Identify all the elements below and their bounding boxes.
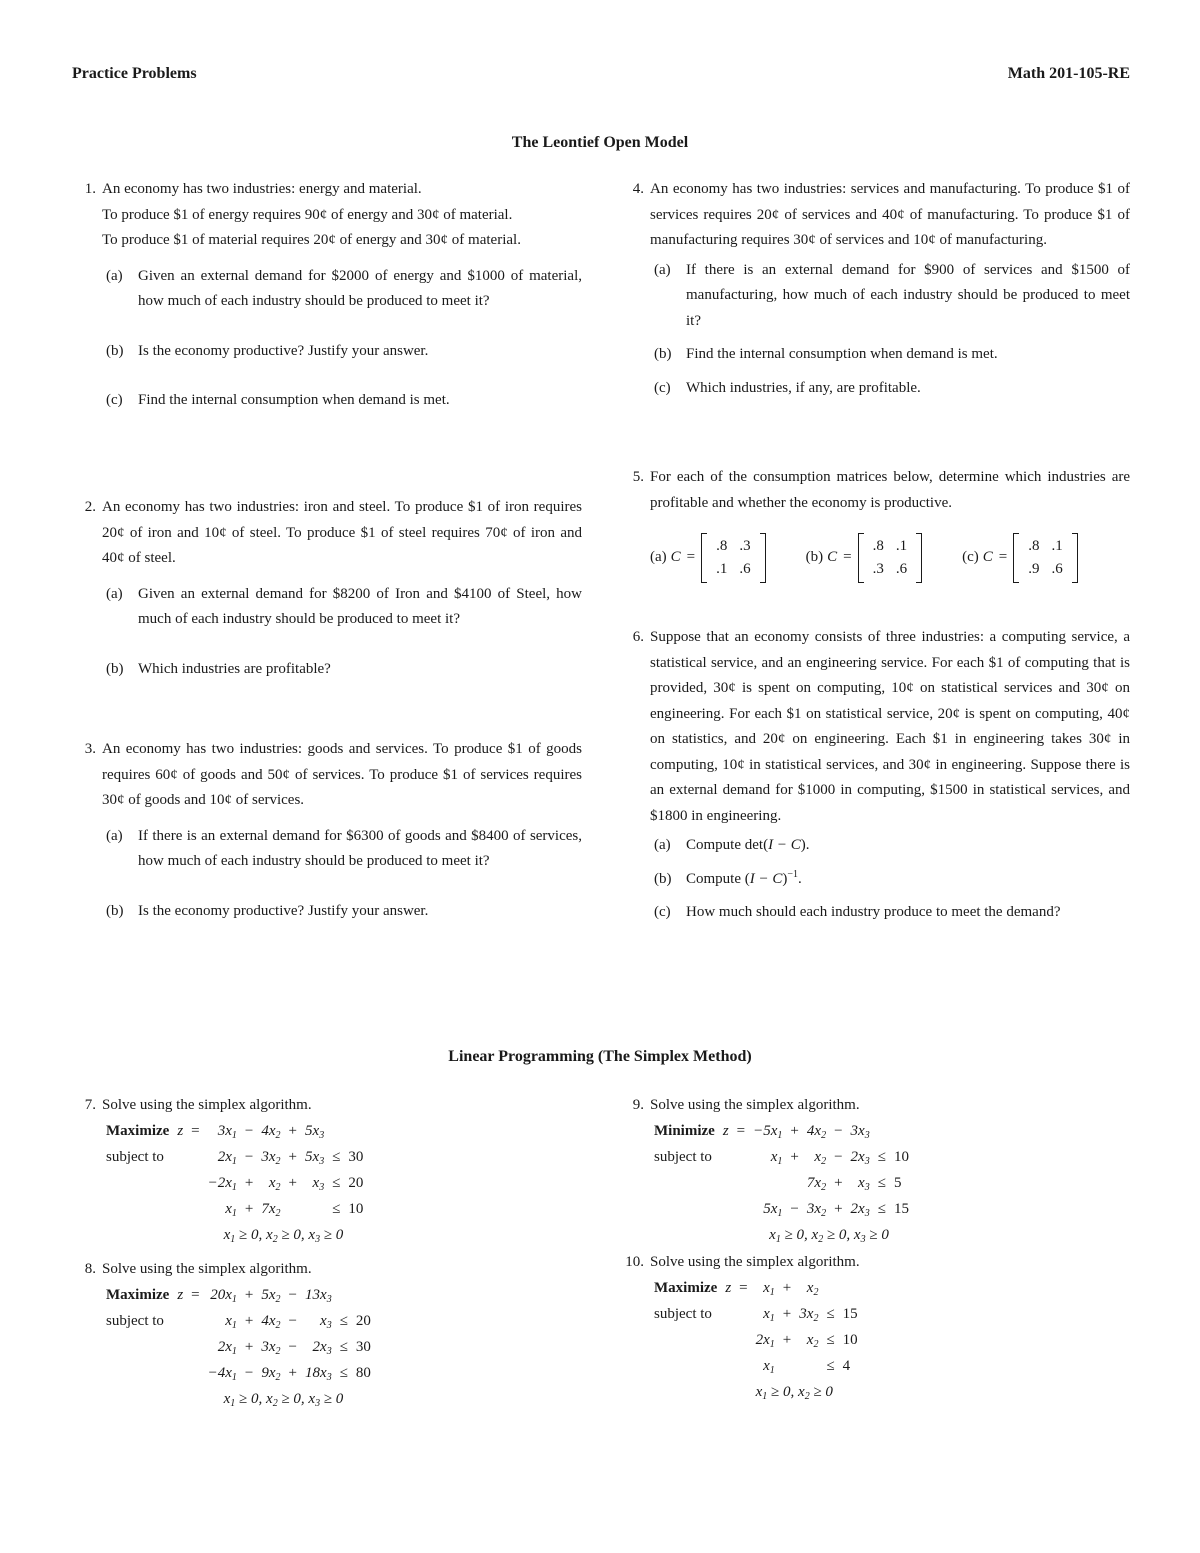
problem-text: Solve using the simplex algorithm. [102,1097,312,1113]
term: $13x_3$ [305,1286,332,1305]
objective-row [102,1283,375,1309]
inequality: ≤ [339,1312,348,1329]
matrix-cell: .8 [1028,538,1040,554]
constraint-row [102,1335,375,1361]
part-text: If there is an external demand for $6300 of goods and $8400 of services, how much of each industry should be produced to meet it? [138,827,582,869]
operator: + [834,1174,843,1191]
matrix-row [650,528,1130,588]
inequality: ≤ [332,1174,341,1191]
operator: − [288,1312,298,1329]
matrix-c [1013,533,1078,583]
problem-text: For each of the consumption matrices below, determine which industries are profitable and whether the economy is productive. [650,469,1130,511]
problem-text: An economy has two industries: iron and steel. To produce $1 of iron requires 20¢ of iron and 10¢ of steel. To produce $1 of steel requires 70¢ of iron and 40¢ of steel. [102,499,582,566]
inequality: ≤ [339,1338,348,1355]
term: $-5x_1$ [753,1122,783,1141]
problem-9 [632,1093,1130,1249]
problem-text: Solve using the simplex algorithm. [650,1254,860,1270]
rhs: 20 [348,1174,364,1191]
problem-part [650,900,1130,926]
lp-system [650,1119,913,1249]
part-text: Find the internal consumption when demand is met. [686,346,998,362]
constraint-row [102,1361,375,1387]
matrix-cell: .8 [872,538,884,554]
term: $3x_2$ [261,1338,281,1357]
operator: + [244,1174,254,1191]
problem-text: Suppose that an economy consists of three industries: a computing service, a statistical service, and an engineering service. For each $1 of computing that is provided, 30¢ is spent on computing, 10¢ on statistical services and 30¢ on engineering. For each $1 on statistical service, 20¢ is spent on computing, 40¢ on statistics, and 20¢ on engineering. Each $1 in engineering takes 30¢ in computing, 10¢ in statistical services, and 30¢ in engineering. Suppose there is an external demand for $1000 in computing, $1500 in statistical services, and $1800 in engineering. [650,629,1130,824]
matrix-b [858,533,923,583]
term: $x_3$ [858,1174,870,1193]
term: $x_1$ [225,1312,237,1331]
part-label: (a) [106,267,123,284]
equals-sign: = [998,549,1008,566]
objective-var: z [722,1122,729,1139]
rhs: 4 [842,1357,851,1374]
term: $3x_3$ [850,1122,870,1141]
problem-part [102,339,582,365]
right-bracket [1072,533,1078,583]
objective-row [650,1119,913,1145]
matrix-label: (b) [805,549,824,566]
rhs: 30 [348,1148,364,1165]
problem-number: 4. [632,181,644,197]
objective-var: z [725,1279,732,1296]
equals-sign: = [191,1122,200,1139]
problem-part [650,342,1130,368]
term: $4x_2$ [806,1122,827,1141]
left-bracket [701,533,707,583]
operator: + [244,1312,254,1329]
operator: − [834,1148,843,1165]
constraint-row [650,1354,862,1380]
problem-text-line: To produce $1 of material requires 20¢ of energy and 30¢ of material. [102,232,521,248]
part-text: If there is an external demand for $900 of services and $1500 of manufacturing, how much of each industry should be produced to meet it? [686,261,1130,329]
term: $x_1$ [763,1357,775,1376]
operator: + [288,1174,298,1191]
problem-text: An economy has two industries: services and manufacturing. To produce $1 of services requires 20¢ of services and 40¢ of manufacturing. To produce $1 of manufacturing requires 30¢ of services and 10¢ of manufacturing. [650,181,1130,248]
term: $2x_3$ [312,1338,332,1357]
inequality: ≤ [877,1200,886,1217]
constraint-row [650,1328,862,1354]
operator: + [288,1364,298,1381]
problem-part [102,388,582,414]
term: $x_1$ [225,1200,237,1219]
term: $5x_3$ [305,1122,325,1141]
nonnegativity: $x_1 \ge 0$, $x_2 \ge 0$, $x_3 \ge 0$ [223,1390,344,1409]
math-expr: I − C [768,837,801,853]
term [301,1197,328,1223]
inequality: ≤ [332,1200,341,1217]
operator: − [244,1122,254,1139]
part-label: (b) [106,660,124,677]
rhs: 10 [893,1148,909,1165]
matrix-var: C [982,549,993,566]
problem-part [102,264,582,315]
part-text: ). [800,837,810,853]
term: $2x_1$ [217,1338,237,1357]
problem-number: 2. [84,499,96,515]
problem-number: 8. [84,1261,96,1277]
operator: − [244,1148,254,1165]
objective-var: z [177,1286,184,1303]
problem-2 [84,495,582,682]
operator: − [288,1286,298,1303]
term [795,1354,822,1380]
inequality: ≤ [877,1174,886,1191]
inequality: ≤ [826,1305,835,1322]
term: $3x_2$ [806,1200,827,1219]
term: $x_1$ [770,1148,783,1167]
term: $4x_2$ [261,1122,281,1141]
objective-var: z [177,1122,184,1139]
section-title-lp: Linear Programming (The Simplex Method) [448,1048,752,1065]
matrix-label: (a) [650,549,667,566]
nonnegativity: $x_1 \ge 0$, $x_2 \ge 0$, $x_3 \ge 0$ [223,1226,344,1245]
rhs: 30 [355,1338,371,1355]
matrix-cell: .6 [895,561,908,577]
term: $2x_1$ [217,1148,237,1167]
term: $x_2$ [814,1148,827,1167]
objective-word: Minimize [654,1122,715,1139]
matrix-cell: .6 [739,561,751,577]
lp-system [102,1283,375,1413]
inequality: ≤ [332,1148,341,1165]
part-text: Compute det( [686,837,769,853]
part-label: (b) [106,902,124,919]
term: $x_2$ [806,1279,819,1298]
inequality: ≤ [826,1331,835,1348]
rhs: 10 [348,1200,364,1217]
matrix-var: C [670,549,681,566]
header-left: Practice Problems [72,65,197,82]
term: $9x_2$ [261,1364,281,1383]
term: $x_3$ [312,1174,325,1193]
part-label: (a) [106,585,123,602]
problem-part [650,833,1130,859]
term: $x_3$ [320,1312,332,1331]
operator: + [288,1122,298,1139]
operator: + [782,1305,792,1322]
matrix-label: (c) [962,549,979,566]
term [749,1171,786,1197]
term: $2x_3$ [850,1200,870,1219]
operator: + [834,1200,843,1217]
problem-part [102,899,582,925]
operator: + [244,1338,254,1355]
operator [779,1354,795,1380]
term: $7x_2$ [806,1174,827,1193]
problem-part [650,376,1130,402]
problem-text: Solve using the simplex algorithm. [102,1261,312,1277]
part-text: Given an external demand for $2000 of energy and $1000 of material, how much of each industry should be produced to meet it? [138,267,582,309]
operator: + [288,1148,298,1165]
constraint-row [650,1302,862,1328]
operator: + [790,1148,799,1165]
matrix-cell: .1 [895,538,908,554]
objective-row [650,1276,862,1302]
inequality: ≤ [339,1364,348,1381]
matrix-cell: .6 [1051,561,1063,577]
operator: − [244,1364,254,1381]
part-text: How much should each industry produce to meet the demand? [686,904,1061,920]
part-label: (a) [654,837,671,853]
part-text: Is the economy productive? Justify your answer. [138,342,429,359]
part-label: (c) [106,392,123,408]
part-text: Is the economy productive? Justify your answer. [138,902,429,919]
part-text: . [798,870,802,887]
problem-number: 6. [632,629,644,645]
problem-7 [84,1093,582,1249]
problem-4 [632,177,1130,401]
problem-number: 1. [84,181,96,197]
constraint-row [102,1145,367,1171]
term: $3x_2$ [799,1305,819,1324]
rhs: 15 [893,1200,909,1217]
matrix-var: C [827,549,838,566]
problem-10 [625,1250,1130,1406]
part-text: Compute ( [686,870,750,887]
section-title-leontief: The Leontief Open Model [511,134,689,151]
problem-text: An economy has two industries: goods and services. To produce $1 of goods requires 60¢ of goods and 50¢ of services. To produce $1 of services requires 30¢ of goods and 10¢ of services. [102,741,582,808]
term: $7x_2$ [261,1200,281,1219]
problem-part [650,867,1130,893]
part-text: Which industries are profitable? [138,660,331,677]
problem-number: 7. [84,1097,96,1113]
equals-sign: = [686,549,696,566]
header-right: Math 201-105-RE [1007,65,1130,82]
right-bracket [760,533,766,583]
problem-number: 5. [632,469,644,485]
term: $-2x_1$ [207,1174,237,1193]
problem-part [102,582,582,633]
constraint-row [102,1309,375,1335]
term: $20x_1$ [210,1286,237,1305]
matrix-cell: .8 [716,538,728,554]
problem-part [650,258,1130,335]
subject-to: subject to [654,1305,712,1322]
left-bracket [858,533,864,583]
math-expr: I − C [749,870,783,887]
problem-number: 9. [632,1097,644,1113]
nonnegativity: $x_1 \ge 0$, $x_2 \ge 0$ [755,1383,833,1402]
term: $2x_3$ [850,1148,870,1167]
operator: + [244,1286,254,1303]
problem-text-line: An economy has two industries: energy and material. [102,181,422,197]
term: $5x_2$ [261,1286,281,1305]
part-label: (c) [654,904,671,920]
objective-word: Maximize [106,1286,170,1303]
matrix-cell: .3 [739,538,751,554]
part-label: (a) [106,827,123,844]
operator [285,1197,301,1223]
term: $x_1$ [763,1279,775,1298]
part-text: ) [782,870,788,887]
part-text: Which industries, if any, are profitable. [686,379,921,396]
equals-sign: = [191,1286,200,1303]
subject-to: subject to [106,1148,164,1165]
operator: + [782,1331,792,1348]
problem-3 [84,737,582,924]
constraint-row [102,1171,367,1197]
part-label: (c) [654,379,671,396]
constraint-row [102,1197,367,1223]
matrix-cell: .3 [872,561,884,577]
superscript: −1 [787,868,799,880]
rhs: 5 [893,1174,902,1191]
lp-system [102,1119,367,1249]
rhs: 15 [842,1305,858,1322]
operator [786,1171,802,1197]
nonneg-row [102,1223,367,1249]
problem-8 [84,1257,582,1413]
term: $3x_2$ [261,1148,281,1167]
equals-sign: = [736,1122,746,1139]
nonneg-row [102,1387,375,1413]
nonnegativity: $x_1 \ge 0$, $x_2 \ge 0$, $x_3 \ge 0$ [769,1226,889,1245]
matrix-cell: .1 [1051,538,1063,554]
part-label: (b) [654,346,672,362]
part-text: Find the internal consumption when demand is met. [138,392,450,408]
inequality: ≤ [826,1357,835,1374]
constraint-row [650,1145,913,1171]
term: $5x_3$ [305,1148,325,1167]
matrix-a [701,533,766,583]
problem-5 [632,465,1130,588]
term: $5x_1$ [763,1200,783,1219]
lp-system [650,1276,862,1406]
operator: + [244,1200,254,1217]
problem-number: 10. [625,1254,644,1270]
matrix-cell: .9 [1028,561,1040,577]
problem-part [102,824,582,875]
term: $18x_3$ [305,1364,332,1383]
term: $3x_1$ [217,1122,237,1141]
constraint-row [650,1171,913,1197]
operator: + [790,1122,799,1139]
problem-text: Solve using the simplex algorithm. [650,1097,860,1113]
term: $-4x_1$ [207,1364,237,1383]
operator: − [790,1200,799,1217]
constraint-row [650,1197,913,1223]
problem-text-line: To produce $1 of energy requires 90¢ of energy and 30¢ of material. [102,206,513,223]
left-bracket [1013,533,1019,583]
term: $4x_2$ [261,1312,281,1331]
matrix-cell: .1 [716,561,728,577]
equals-sign: = [739,1279,748,1296]
term: $x_1$ [763,1305,775,1324]
problem-part [102,657,582,683]
objective-word: Maximize [654,1279,718,1296]
term: $x_2$ [268,1174,281,1193]
rhs: 10 [842,1331,858,1348]
term: $2x_1$ [755,1331,775,1350]
operator: − [288,1338,298,1355]
problem-number: 3. [84,741,96,757]
right-bracket [916,533,922,583]
inequality: ≤ [877,1148,886,1165]
operator: + [782,1279,792,1296]
part-text: Given an external demand for $8200 of Iron and $4100 of Steel, how much of each industry should be produced to meet it? [138,585,582,627]
part-label: (b) [106,342,124,359]
objective-word: Maximize [106,1122,170,1139]
operator: − [834,1122,843,1139]
subject-to: subject to [106,1312,164,1329]
rhs: 20 [355,1312,371,1329]
part-label: (b) [654,870,672,887]
rhs: 80 [355,1364,371,1381]
objective-row [102,1119,367,1145]
nonneg-row [650,1223,913,1249]
problem-1 [84,177,582,414]
subject-to: subject to [654,1148,712,1165]
term: $x_2$ [806,1331,819,1350]
nonneg-row [650,1380,862,1406]
equals-sign: = [843,549,852,566]
part-label: (a) [654,261,671,278]
problem-6 [632,625,1130,926]
